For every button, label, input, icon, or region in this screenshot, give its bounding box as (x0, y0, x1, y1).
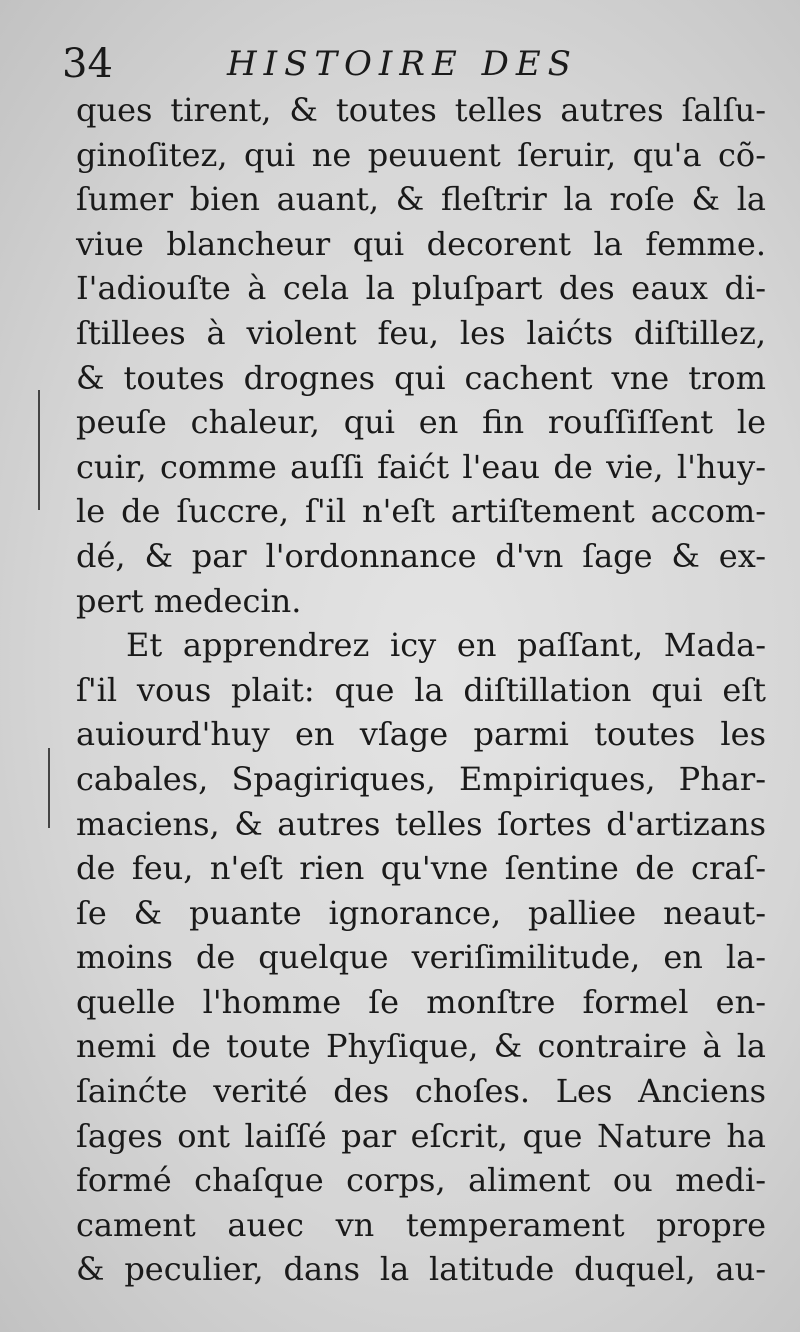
text-line: ſumer bien auant, & fleſtrir la roſe & la (76, 180, 766, 219)
text-line: ſ'il vous plait: que la diſtillation qui eſt (76, 670, 766, 709)
text-line: quelle l'homme ſe monſtre formel en- (76, 982, 766, 1021)
margin-ink-mark (48, 748, 50, 828)
text-line: ſainćte verité des choſes. Les Anciens (76, 1072, 766, 1111)
text-line: & toutes drognes qui cachent vne trom (76, 358, 766, 397)
text-line: cabales, Spagiriques, Empiriques, Phar- (76, 759, 766, 798)
text-line: ſe & puante ignorance, palliee neaut- (76, 893, 766, 932)
text-line: & peculier, dans la latitude duquel, au- (76, 1250, 766, 1289)
text-line: le de ſuccre, ſ'il n'eſt artiſtement accom- (76, 492, 766, 531)
text-line: viue blancheur qui decorent la femme. (76, 224, 766, 263)
text-line: maciens, & autres telles ſortes d'artizans (76, 804, 766, 843)
page-header (62, 40, 762, 88)
text-line: dé, & par l'ordonnance d'vn ſage & ex- (76, 536, 766, 575)
paragraph-1 (76, 88, 776, 623)
text-line: cuir, comme auſſi faićt l'eau de vie, l'huy- (76, 447, 766, 486)
running-title: HISTOIRE DES (227, 44, 578, 84)
text-line: de feu, n'eſt rien qu'vne ſentine de craſ- (76, 849, 766, 888)
text-line: I'adiouſte à cela la pluſpart des eaux di- (76, 269, 766, 308)
text-line: ques tirent, & toutes telles autres ſalſu- (76, 91, 766, 129)
text-line: moins de quelque veriſimilitude, en la- (76, 938, 766, 977)
paragraph-2 (76, 623, 776, 1292)
text-line: cament auec vn temperament propre (76, 1205, 766, 1244)
text-line: ſtillees à violent feu, les laićts diſtillez, (76, 313, 766, 352)
text-line: ſages ont laiſſé par eſcrit, que Nature ha (76, 1116, 766, 1155)
text-line: formé chaſque corps, aliment ou medi- (76, 1161, 766, 1200)
margin-ink-mark (38, 390, 40, 510)
text-line: auiourd'huy en vſage parmi toutes les (76, 715, 766, 754)
text-line: Et apprendrez icy en paſſant, Mada- (126, 626, 766, 665)
body-text (76, 88, 776, 1292)
text-line: peuſe chaleur, qui en fin rouſſiſſent le (76, 403, 766, 442)
text-line: nemi de toute Phyſique, & contraire à la (76, 1027, 766, 1066)
text-line: pert medecin. (76, 581, 302, 620)
page-number: 34 (62, 41, 113, 87)
text-line: ginoſitez, qui ne peuuent ſeruir, qu'a cõ- (76, 135, 766, 174)
